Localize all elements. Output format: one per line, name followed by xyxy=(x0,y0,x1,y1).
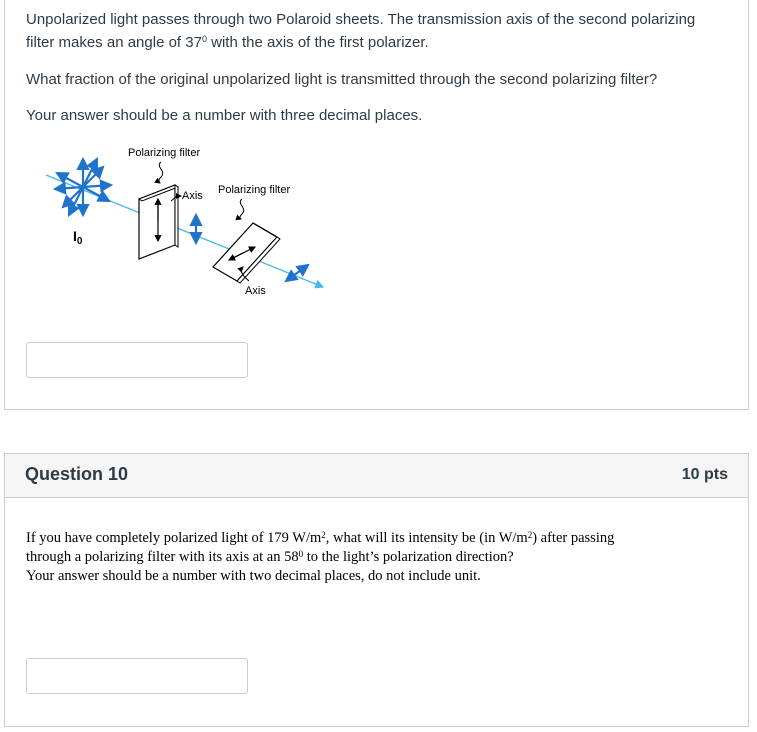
question-10-statement xyxy=(26,529,726,586)
degree-superscript: 0 xyxy=(298,549,304,559)
question-9-answer-input[interactable] xyxy=(26,342,248,378)
filter-1-axis-label: Axis xyxy=(182,190,203,202)
squared-superscript: 2 xyxy=(321,530,326,540)
statement-part: If you have completely polarized light of 179 W/m xyxy=(26,530,322,546)
polarizing-filter-2 xyxy=(213,223,280,283)
filter-2-axis-label: Axis xyxy=(245,285,266,297)
unpolarized-light-icon xyxy=(55,159,111,215)
statement-line-1: Unpolarized light passes through two Polaroid sheets. The transmission axis of the second polarizing xyxy=(26,11,696,28)
question-9-prompt: What fraction of the original unpolarized light is transmitted through the second polarizing filter? xyxy=(26,71,658,88)
filter-2-label: Polarizing filter xyxy=(218,184,291,196)
statement-part: , what will its intensity be (in W/m xyxy=(325,530,528,546)
question-10-points: 10 pts xyxy=(681,466,728,483)
filter-1-pointer xyxy=(159,162,163,183)
polarizer-diagram xyxy=(43,141,333,301)
question-10-header xyxy=(5,454,748,498)
question-10-title: Question 10 xyxy=(25,464,129,484)
filter-1-label: Polarizing filter xyxy=(128,147,201,159)
polarizing-filter-1 xyxy=(139,185,178,259)
question-10-answer-input[interactable] xyxy=(26,658,248,694)
question-9-statement xyxy=(26,8,695,54)
squared-superscript: 2 xyxy=(527,530,533,540)
question-9-instruction: Your answer should be a number with three decimal places. xyxy=(26,107,423,124)
question-10-instruction: Your answer should be a number with two decimal places, do not include unit. xyxy=(26,568,481,584)
statement-part: through a polarizing filter with its axis at an 58 xyxy=(26,549,299,565)
intensity-label: $I_0$ xyxy=(73,228,83,247)
question-9-card xyxy=(4,0,749,410)
statement-line-2b: with the axis of the first polarizer. xyxy=(206,34,429,51)
filter-2-pointer xyxy=(240,199,244,219)
statement-line-2a: filter makes an angle of 37 xyxy=(26,34,202,51)
statement-part: ) after passing xyxy=(532,530,615,546)
statement-part: to the light’s polarization direction? xyxy=(303,549,514,565)
degree-superscript: 0 xyxy=(201,34,207,44)
question-10-card xyxy=(4,453,749,727)
